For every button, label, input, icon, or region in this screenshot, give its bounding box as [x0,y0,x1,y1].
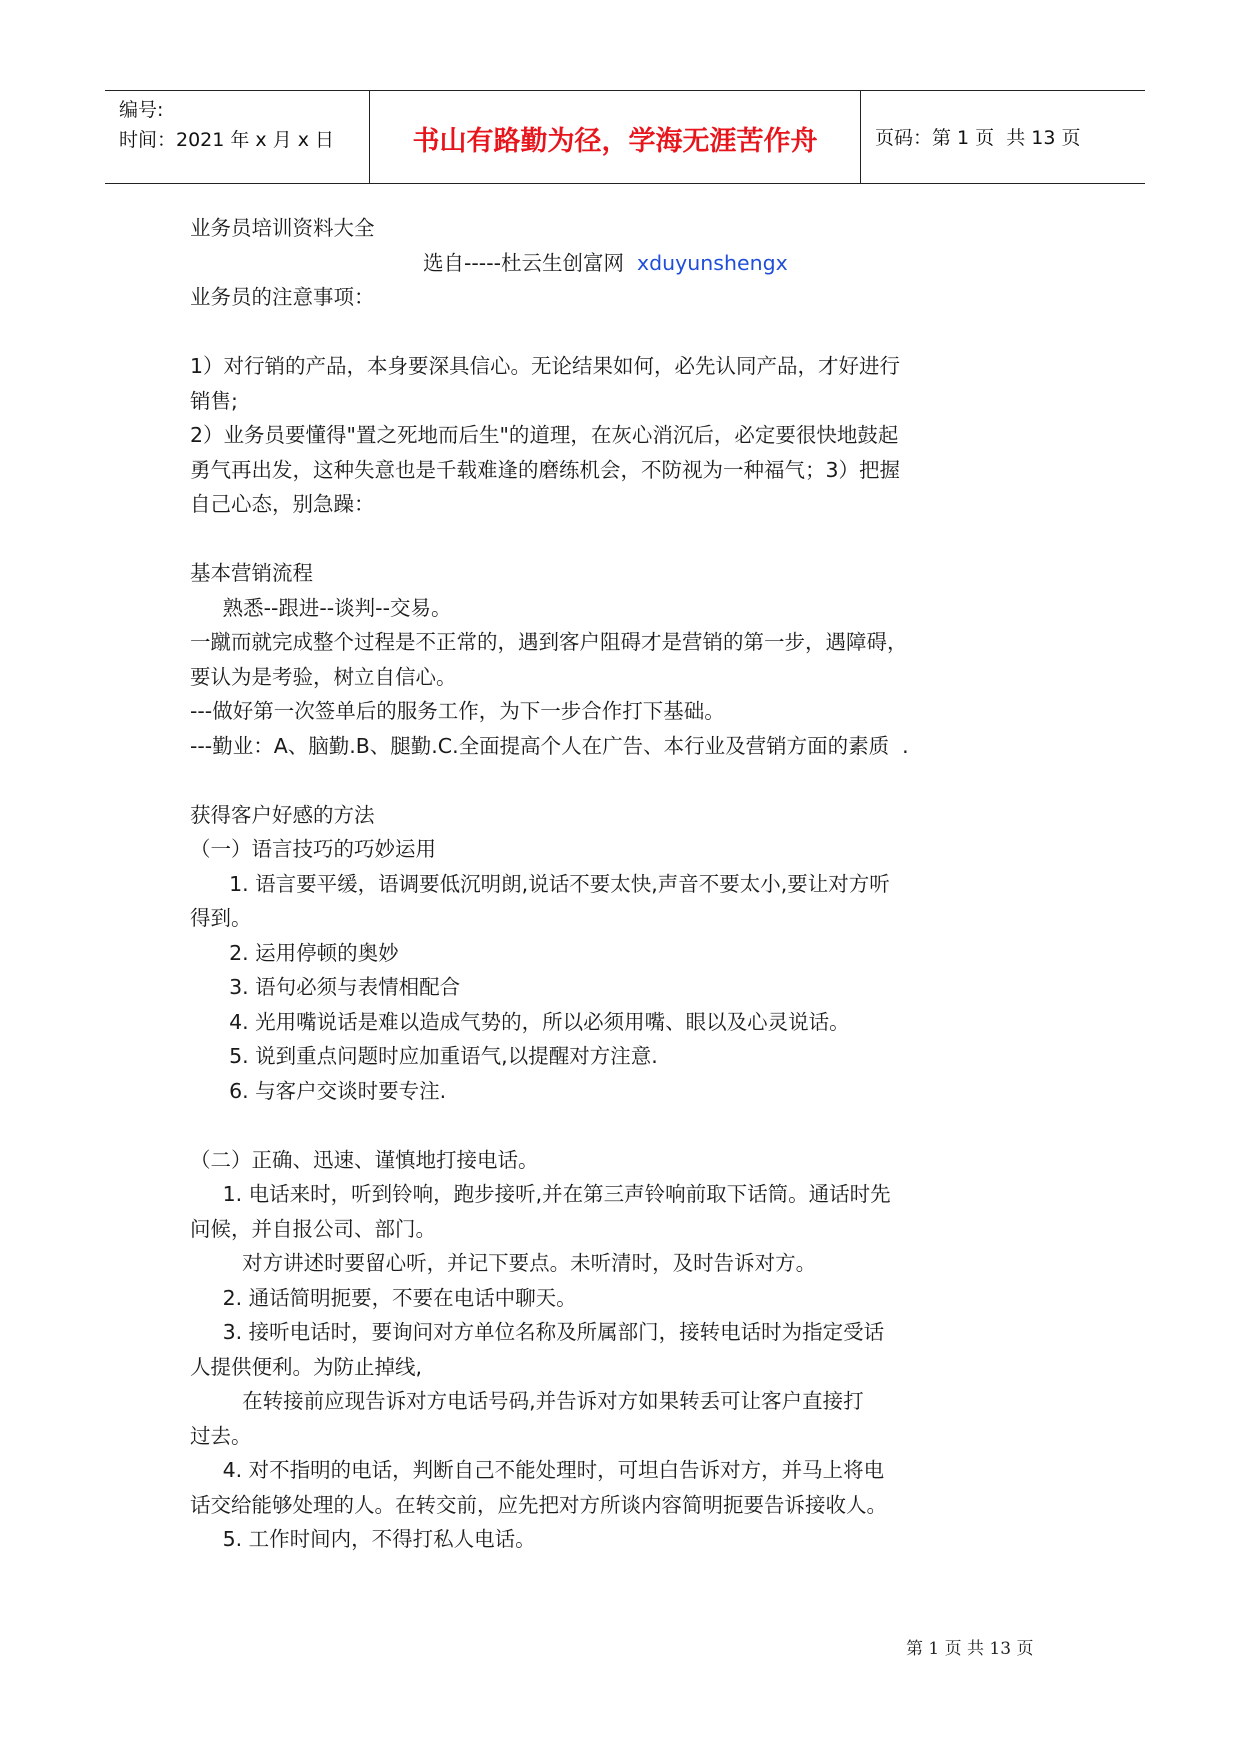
source-prefix: 选自-----杜云生创富网 [423,250,638,275]
body-line: 4. 对不指明的电话，判断自己不能处理时，可坦白告诉对方，并马上将电 [190,1458,885,1482]
body-line: 3. 语句必须与表情相配合 [190,975,461,999]
body-line: 业务员的注意事项： [190,285,375,309]
body-line: ---勤业：A、脑勤.B、腿勤.C.全面提高个人在广告、本行业及营销方面的素质 . [190,733,909,758]
header-divider [860,91,861,183]
body-line: 2. 运用停顿的奥妙 [190,940,399,965]
body-line [190,1108,1070,1143]
body-line: 1）对行销的产品，本身要深具信心。无论结果如何，必先认同产品，才好进行 [190,354,901,378]
document-title: 业务员培训资料大全 [190,216,375,240]
body-line: 获得客户好感的方法 [190,802,375,827]
body-line: 4. 光用嘴说话是难以造成气势的，所以必须用嘴、眼以及心灵说话。 [190,1009,850,1034]
document-body [190,211,1070,1557]
body-line [190,522,1070,557]
body-line: 人提供便利。为防止掉线, [190,1354,423,1379]
body-line: 熟悉--跟进--谈判--交易。 [190,595,452,620]
page-footer: 第 1 页 共 13 页 [906,1639,1034,1659]
body-line: 2）业务员要懂得"置之死地而后生"的道理，在灰心消沉后，必定要很快地鼓起 [190,423,899,447]
body-line: 2. 通话简明扼要，不要在电话中聊天。 [190,1285,577,1310]
body-line: ---做好第一次签单后的服务工作，为下一步合作打下基础。 [190,699,725,723]
header-meta [119,95,334,155]
body-line: 1. 电话来时，听到铃响，跑步接听,并在第三声铃响前取下话筒。通话时先 [190,1182,891,1206]
body-line: 一蹴而就完成整个过程是不正常的，遇到客户阻碍才是营销的第一步，遇障碍， [190,630,908,654]
document-source [190,246,1070,281]
document-lines [190,280,1070,1557]
body-line: 勇气再出发，这种失意也是千载难逢的磨练机会，不防视为一种福气；3）把握 [190,457,901,482]
body-line: 1. 语言要平缓，语调要低沉明朗,说话不要太快,声音不要太小,要让对方听 [190,871,890,896]
header-page-info: 页码：第 1 页 共 13 页 [875,127,1081,149]
page-header [105,90,1145,184]
body-line: 问候，并自报公司、部门。 [190,1216,436,1241]
body-line: （一）语言技巧的巧妙运用 [190,837,436,861]
document-time-label: 时间：2021 年 x 月 x 日 [119,129,335,151]
body-line: 过去。 [190,1423,252,1448]
source-link[interactable]: xduyunshengx [637,250,788,275]
body-line: 6. 与客户交谈时要专注. [190,1078,447,1103]
body-line: 要认为是考验，树立自信心。 [190,664,457,689]
body-line: 5. 工作时间内，不得打私人电话。 [190,1527,536,1551]
body-line: 得到。 [190,906,252,930]
body-line: 在转接前应现告诉对方电话号码,并告诉对方如果转丢可让客户直接打 [190,1389,864,1413]
body-line: 自己心态，别急躁： [190,492,375,516]
body-line [190,315,1070,350]
body-line: 3. 接听电话时，要询问对方单位名称及所属部门，接转电话时为指定受话 [190,1320,885,1344]
body-line: 销售; [190,388,238,413]
body-line: 话交给能够处理的人。在转交前，应先把对方所谈内容简明扼要告诉接收人。 [190,1492,887,1517]
body-line [190,763,1070,798]
body-line: 基本营销流程 [190,561,313,585]
body-line: （二）正确、迅速、谨慎地打接电话。 [190,1147,539,1172]
body-line: 对方讲述时要留心听，并记下要点。未听清时，及时告诉对方。 [190,1251,817,1275]
body-line: 5. 说到重点问题时应加重语气,以提醒对方注意. [190,1044,658,1068]
header-motto: 书山有路勤为径，学海无涯苦作舟 [412,126,818,157]
document-number-label: 编号: [119,99,164,121]
